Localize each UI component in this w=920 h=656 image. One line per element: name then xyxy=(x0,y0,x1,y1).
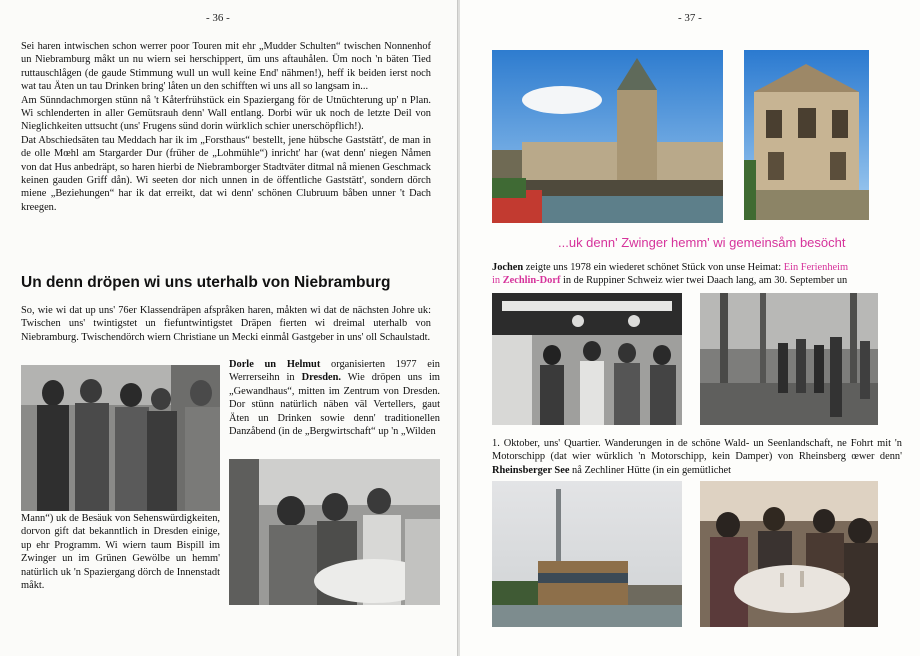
page-37 xyxy=(460,0,920,656)
photo-zwinger-wide xyxy=(492,50,723,223)
text-span: 1. Oktober, uns' Quartier. Wanderungen in de schöne Wald- un Seenlandschaft, ne Fohrt mit 'n Motorschipp (dat wier würklich 'n Motorschipp, kein Damper) von Rheinsberg œwer denn' xyxy=(492,438,902,463)
photo-forest-walk xyxy=(700,293,878,425)
section-paragraph: So, wie wi dat up uns' 76er Klassendräpen afspråken haren, måkten wi dat de nächsten Johre uk: Twischen uns' twintigstet un fiefuntwintigstet Dräpen fierten wi dreimal uterhalb von Niebramburg. Twischendörch wiern Christiane un Mecki einmål Gastgeber in uns' oll Schaulstadt. xyxy=(21,305,431,343)
page-number: - 36 - xyxy=(206,12,230,24)
highlight-text: Ein Ferienheim xyxy=(783,262,849,273)
text-span: nå Zechliner Hütte (in ein gemütlichet xyxy=(569,464,732,476)
page-number: - 37 - xyxy=(678,12,702,24)
photo-group-dresden xyxy=(21,365,220,511)
text-span: zeigte uns 1978 ein wiederet schönet Stück von unse Heimat: xyxy=(523,262,784,273)
sightseeing-text: Mann“) uk de Besäuk von Sehenswürdigkeiten, dorvon gift dat bekanntlich in Dresden einige, up ehr Programm. Wi wiern taum Bispill im Zwinger un im Grünen Gewölbe un hemm' natürlich uk 'n Spaziergang dörch de Innenstadt måkt. xyxy=(21,513,220,592)
photo-zwinger-pavilion xyxy=(744,50,869,220)
photo-power-plant xyxy=(492,481,682,627)
section-heading: Un denn dröpen wi uns uterhalb von Niebramburg xyxy=(21,274,391,291)
photo-restaurant-table xyxy=(700,481,878,627)
intro-text xyxy=(21,40,431,214)
text-span: Wie dröpen uns im „Gewandhaus“, mitten im Zentrum von Dresden. Dor stünn natürlich näben väl Vertellers, gaut Äten un Drinken sowie denn' traditionellen Danzåbend (in de „Bergwirtschaft“ up 'n „Wilden xyxy=(229,372,440,438)
paragraph: Sei haren intwischen schon werrer poor Touren mit ehr „Mudder Schulten“ twischen Nonnenhof un Niebramburg måkt un nu wiern sei herschippert, üm uns aftauhålen. Üm noch 'n bäten Tied ruttauschlågen (de gaude Stimmung wull un wull keine End' nähmen!), heff ik beiden ierst noch wat tau Äten un tau Drinken bring' låten un den schifften wi uns all so langsam in... xyxy=(21,41,431,93)
photo-caption: ...uk denn' Zwinger hemm' wi gemeinsåm besöcht xyxy=(558,235,846,250)
city-bold: Dresden. xyxy=(301,372,341,384)
photo-bar-interior xyxy=(492,293,682,425)
highlight-place: Zechlin-Dorf xyxy=(502,275,561,287)
outing-text xyxy=(492,437,902,477)
page-36 xyxy=(0,0,458,656)
dresden-column-text xyxy=(229,358,440,438)
photo-dinner-table xyxy=(229,459,440,605)
ferienheim-text xyxy=(492,261,902,288)
highlight-text: in xyxy=(492,275,503,287)
paragraph: Dat Abschiedsäten tau Meddach har ik im „Forsthaus“ bestellt, jene hübsche Gaststätt', de man in de olle Mœhl am Stargarder Dur (früher de „Lohmühle“) inricht' har (wat denn' niegen Nåmen von dat Hus anbedräpt, so haren hierbi de Niebramborger Stadtväter ditmal nå mienen Geschmack keinen gauden Griff dån). Wi seeten dor nich unnen in de öffentliche Gaststätt', sondern dörch miene „Beziehungen“ har ik dat erreikt, dat wi denn' schönen Clubruum båben unner 't Dach kreegen. xyxy=(21,134,431,213)
paragraph: Am Sünndachmorgen stünn nå 't Kåterfrühstück ein Spaziergang för de Utnüchterung up' n Plan. Wi schlenderten in aller Gemütsrauh denn' Wall entlang. Dorbi wür uk noch de letzte Deil von Nieglichkeiten uttsucht (uns' Frugens sünd dorin würklich schier unerschöpflich!). xyxy=(21,94,431,133)
name-bold: Jochen xyxy=(492,262,524,273)
text-span: in de Ruppiner Schweiz wier twei Daach lang, am 30. September un xyxy=(560,275,848,287)
text-span: organisierten 1977 ein Werrerseihn in xyxy=(229,359,440,384)
lake-bold: Rheinsberger See xyxy=(492,464,570,476)
names-bold: Dorle un Helmut xyxy=(229,359,321,370)
